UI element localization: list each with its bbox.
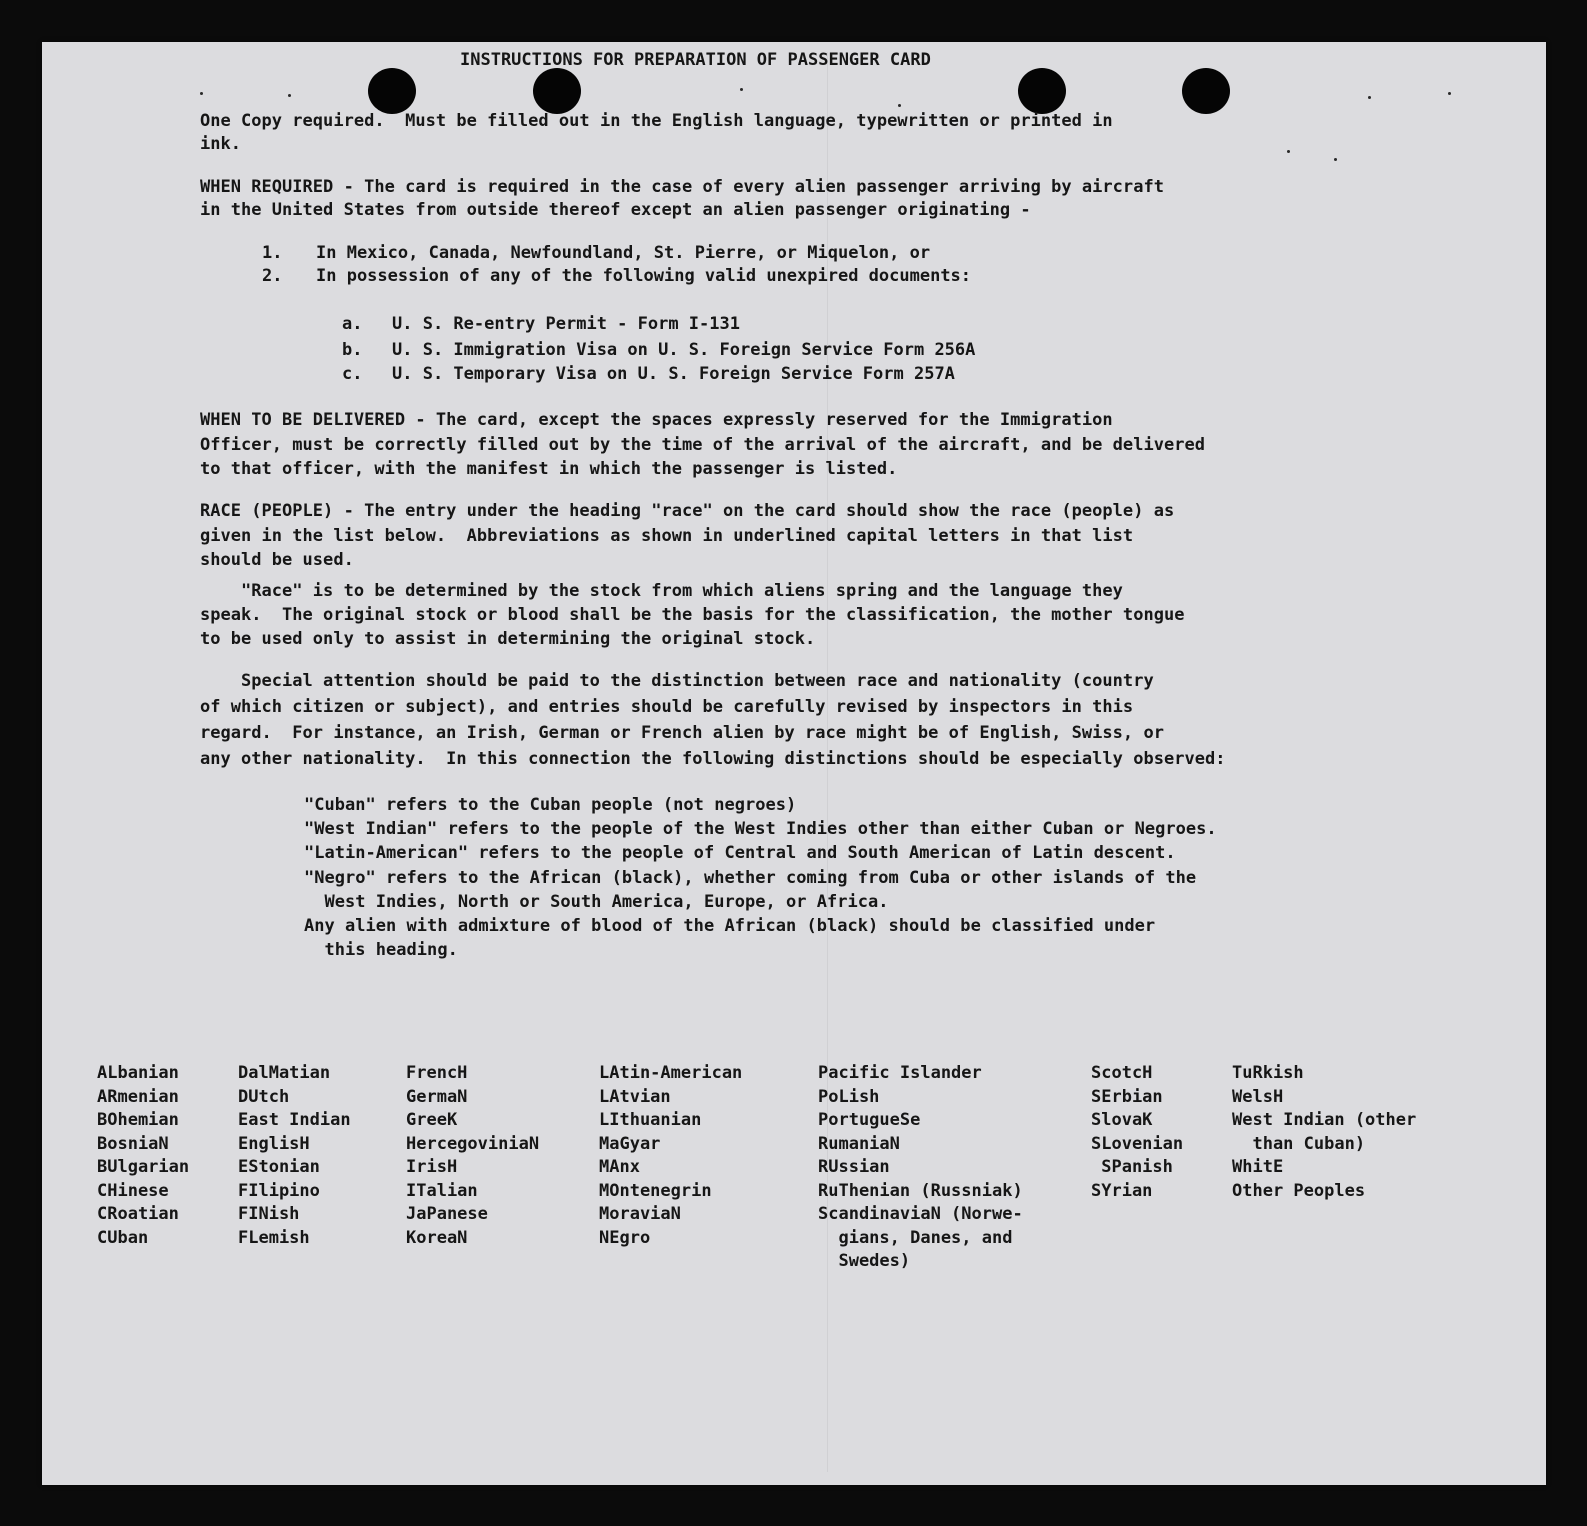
special-attention-paragraph: Special attention should be paid to the distinction between race and nationality (country of which citizen or subject), and entries should be carefully revised by inspectors in this regard. For instance, an Irish, German or French alien by race might be of English, Swiss, or any other nationality. In this connection the following distinctions should be especially observed: [200, 671, 1226, 769]
document-c-text: U. S. Temporary Visa on U. S. Foreign Service Form 257A [392, 364, 955, 384]
origin-2-text: In possession of any of the following valid unexpired documents: [316, 266, 972, 286]
ink-speck [740, 88, 743, 91]
race-column-1: ALbanian ARmenian BOhemian BosniaN BUlgarian CHinese CRoatian CUban [97, 1063, 190, 1248]
ink-speck [1334, 158, 1337, 161]
ink-speck [898, 104, 901, 107]
race-intro-paragraph: RACE (PEOPLE) - The entry under the heading "race" on the card should show the race (people) as given in the list below. Abbreviations as shown in underlined capital letters in that list should be used. [200, 501, 1175, 570]
ink-speck [200, 92, 203, 95]
race-definition-paragraph: "Race" is to be determined by the stock from which aliens spring and the language they speak. The original stock or blood shall be the basis for the classification, the mother tongue to be used only to assist in determining the original stock. [200, 581, 1185, 649]
document-a-letter: a. [342, 314, 363, 334]
document-b-text: U. S. Immigration Visa on U. S. Foreign Service Form 256A [392, 340, 976, 360]
distinctions-list: "Cuban" refers to the Cuban people (not negroes) "West Indian" refers to the people of the West Indies other than either Cuban or Negroes. "Latin-American" refers to the people of Central and South American of Latin descent. "Negro" refers to the African (black), whether coming from Cuba or other islands of the West Indies, North or South America, Europe, or Africa. Any alien with admixture of blood of the African (black) should be classified under this heading. [304, 795, 1217, 961]
ink-speck [1368, 96, 1371, 99]
punch-hole-3 [1018, 68, 1066, 114]
punch-hole-2 [533, 68, 581, 114]
race-column-3: FrencH GermaN GreeK HercegoviniaN IrisH ITalian JaPanese KoreaN [406, 1063, 540, 1248]
race-column-5: Pacific Islander PoLish PortugueSe RumaniaN RUssian RuThenian (Russniak) ScandinaviaN (Norwe- gians, Danes, and Swedes) [818, 1063, 1023, 1271]
document-page [42, 42, 1546, 1485]
origin-1-number: 1. [262, 243, 283, 263]
race-column-4: LAtin-American LAtvian LIthuanian MaGyar MAnx MOntenegrin MoraviaN NEgro [599, 1063, 743, 1248]
intro-paragraph: One Copy required. Must be filled out in the English language, typewritten or printed in ink. [200, 111, 1113, 154]
race-column-2: DalMatian DUtch East Indian EnglisH EStonian FIlipino FINish FLemish [238, 1063, 351, 1248]
document-a-text: U. S. Re-entry Permit - Form I-131 [392, 314, 740, 334]
document-title: INSTRUCTIONS FOR PREPARATION OF PASSENGER CARD [460, 50, 931, 70]
ink-speck [288, 94, 291, 97]
ink-speck [1448, 92, 1451, 95]
origin-1-text: In Mexico, Canada, Newfoundland, St. Pierre, or Miquelon, or [316, 243, 931, 263]
race-column-7: TuRkish WelsH West Indian (other than Cuban) WhitE Other Peoples [1232, 1063, 1417, 1201]
race-column-6: ScotcH SErbian SlovaK SLovenian SPanish SYrian [1091, 1063, 1184, 1201]
when-delivered-paragraph: WHEN TO BE DELIVERED - The card, except the spaces expressly reserved for the Immigration Officer, must be correctly filled out by the time of the arrival of the aircraft, and be delivered to that officer, with the manifest in which the passenger is listed. [200, 410, 1205, 479]
document-c-letter: c. [342, 364, 363, 384]
document-b-letter: b. [342, 340, 363, 360]
punch-hole-1 [368, 68, 416, 114]
ink-speck [1287, 150, 1290, 153]
origin-2-number: 2. [262, 266, 283, 286]
punch-hole-4 [1182, 68, 1230, 114]
when-required-paragraph: WHEN REQUIRED - The card is required in the case of every alien passenger arriving by aircraft in the United States from outside thereof except an alien passenger originating - [200, 177, 1164, 220]
